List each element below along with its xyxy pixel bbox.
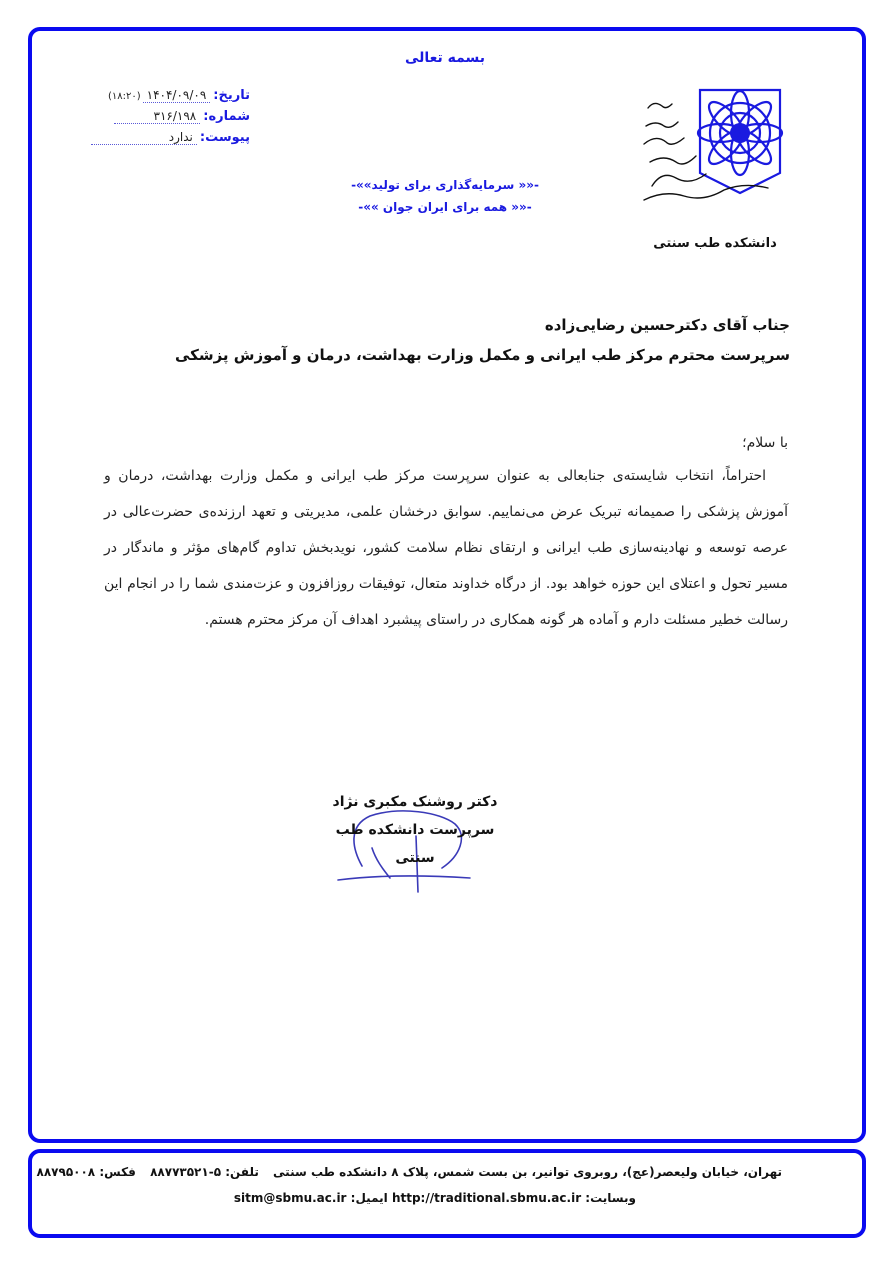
footer-address-line (36, 1165, 782, 1179)
letter-paragraph: احتراماً، انتخاب شایسته‌ی جنابعالی به عنوان سرپرست مرکز طب ایرانی و مکمل وزارت بهداشت، درمان و آموزش پزشکی را صمیمانه تبریک عرض می‌نماییم. سوابق درخشان علمی، مدیریتی و تعهد ارزنده‌ی حضرت‌عالی در عرصه توسعه و نهادینه‌سازی طب ایرانی و ارتقای نظام سلامت کشور، نویدبخش تداوم گام‌های مؤثر و ماندگار در مسیر تحول و اعتلای این حوزه خواهد بود. از درگاه خداوند متعال، توفیقات روزافزون و عزت‌مندی شما را در انجام این رسالت خطیر مسئلت دارم و آماده هر گونه همکاری در راستای پیشبرد اهداف آن مرکز محترم هستم. (104, 468, 788, 628)
addressee (175, 310, 790, 370)
number-value: ۳۱۶/۱۹۸ (114, 109, 201, 124)
attachment-value: ندارد (91, 130, 197, 145)
attachment-label: پیوست: (199, 130, 250, 145)
website-link[interactable]: http://traditional.sbmu.ac.ir (391, 1191, 582, 1205)
date-value: ۱۴۰۴/۰۹/۰۹ (143, 88, 211, 103)
letter-body (104, 428, 788, 638)
addressee-name: جناب آقای دکترحسین رضایی‌زاده (544, 316, 790, 334)
email-link[interactable]: sitm@sbmu.ac.ir (233, 1191, 347, 1205)
footer-contact-line (110, 1191, 636, 1205)
slogans (330, 174, 560, 218)
fax-value: ۸۸۷۹۵۰۰۸ (36, 1165, 96, 1179)
number-label: شماره: (203, 109, 250, 124)
addressee-title: سرپرست محترم مرکز طب ایرانی و مکمل وزارت بهداشت، درمان و آموزش پزشکی (174, 346, 790, 364)
time-value: (۱۸:۲۰) (107, 91, 141, 102)
date-label: تاریخ: (213, 88, 250, 103)
signatory-name: دکتر روشنک مکبری نژاد (332, 794, 498, 810)
signatory (320, 788, 510, 872)
greeting: با سلام؛ (742, 435, 788, 451)
website-label: وبسایت: (585, 1191, 636, 1205)
fax-label: فکس: (99, 1165, 136, 1179)
flower-emblem-icon (698, 90, 782, 193)
phone-label: تلفن: (225, 1165, 259, 1179)
slogan-2: -«« همه برای ایران جوان »»- (358, 200, 532, 214)
number-row (44, 106, 250, 127)
footer-address: تهران، خیابان ولیعصر(عج)، روبروی توانیر، بن بست شمس، پلاک ۸ دانشکده طب سنتی (273, 1165, 782, 1179)
letter-metadata (44, 85, 250, 148)
invocation-heading: بسمه تعالی (404, 50, 486, 66)
attachment-row (44, 127, 250, 148)
date-row (44, 85, 250, 106)
signatory-title: سرپرست دانشکده طب سنتی (335, 822, 495, 866)
faculty-name: دانشکده طب سنتی (653, 236, 777, 251)
slogan-1: -«« سرمایه‌گذاری برای تولید»»- (351, 178, 539, 192)
email-label: ایمیل: (350, 1191, 388, 1205)
university-logo (640, 78, 790, 218)
phone-value: ۵-۸۸۷۷۳۵۲۱ (150, 1165, 222, 1179)
